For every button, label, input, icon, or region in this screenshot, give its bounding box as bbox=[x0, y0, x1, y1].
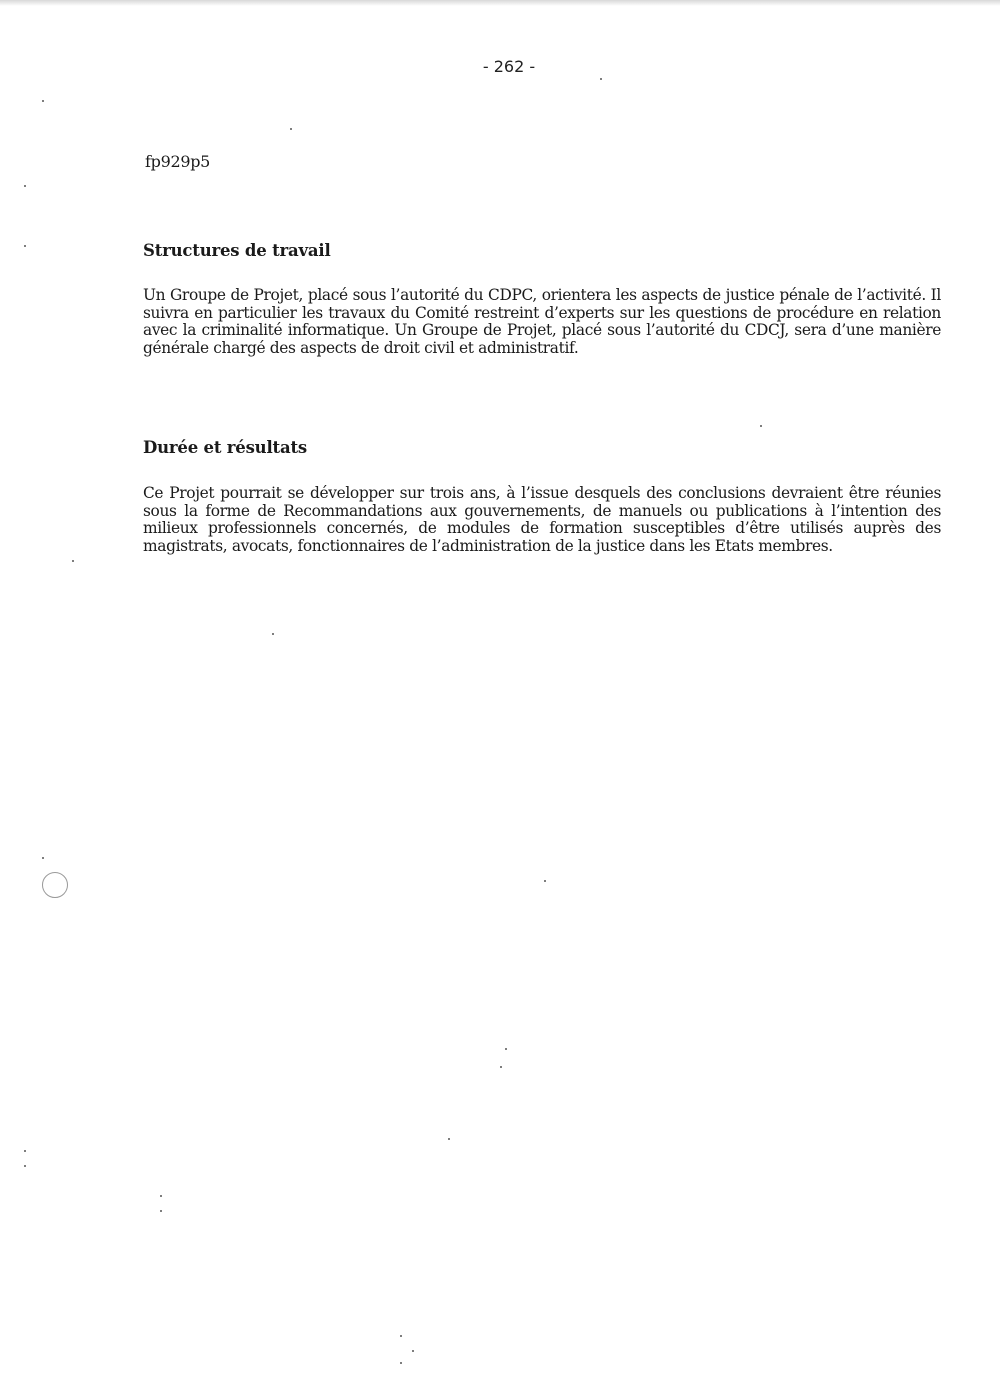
scan-speck bbox=[160, 1210, 162, 1212]
section-heading: Structures de travail bbox=[143, 241, 331, 260]
section-duree-et-resultats bbox=[143, 438, 941, 555]
section-heading: Durée et résultats bbox=[143, 438, 307, 457]
scan-speck bbox=[400, 1362, 402, 1364]
punch-hole-mark bbox=[42, 872, 68, 898]
section-paragraph: Un Groupe de Projet, placé sous l’autorité du CDPC, orientera les aspects de justice pénale de l’activité. Il suivra en particulier les travaux du Comité restreint d’experts sur les questions de procédure en relation avec la criminalité informatique. Un Groupe de Projet, placé sous l’autorité du CDCJ, sera d’une manière générale chargé des aspects de droit civil et administratif. bbox=[143, 286, 941, 357]
document-reference: fp929p5 bbox=[145, 152, 211, 171]
scan-speck bbox=[42, 857, 44, 859]
scan-speck bbox=[500, 1066, 502, 1068]
scan-edge bbox=[0, 0, 1000, 6]
scan-speck bbox=[544, 880, 546, 882]
scan-speck bbox=[24, 245, 26, 247]
scan-speck bbox=[400, 1335, 402, 1337]
scan-speck bbox=[272, 633, 274, 635]
scan-speck bbox=[600, 78, 602, 80]
scan-speck bbox=[42, 100, 44, 102]
page-number: - 262 - bbox=[482, 57, 536, 76]
section-structures-de-travail bbox=[143, 241, 941, 357]
scan-speck bbox=[290, 128, 292, 130]
scan-speck bbox=[72, 560, 74, 562]
scan-speck bbox=[24, 1165, 26, 1167]
section-paragraph: Ce Projet pourrait se développer sur trois ans, à l’issue desquels des conclusions devraient être réunies sous la forme de Recommandations aux gouvernements, de manuels ou publications à l’intention des milieux professionnels concernés, de modules de formation susceptibles d’être utilisés auprès des magistrats, avocats, fonctionnaires de l’administration de la justice dans les Etats membres. bbox=[143, 484, 941, 555]
scan-speck bbox=[160, 1195, 162, 1197]
scan-speck bbox=[24, 185, 26, 187]
scan-speck bbox=[24, 1150, 26, 1152]
scan-speck bbox=[505, 1048, 507, 1050]
scan-speck bbox=[448, 1138, 450, 1140]
scan-speck bbox=[760, 425, 762, 427]
scan-speck bbox=[412, 1350, 414, 1352]
